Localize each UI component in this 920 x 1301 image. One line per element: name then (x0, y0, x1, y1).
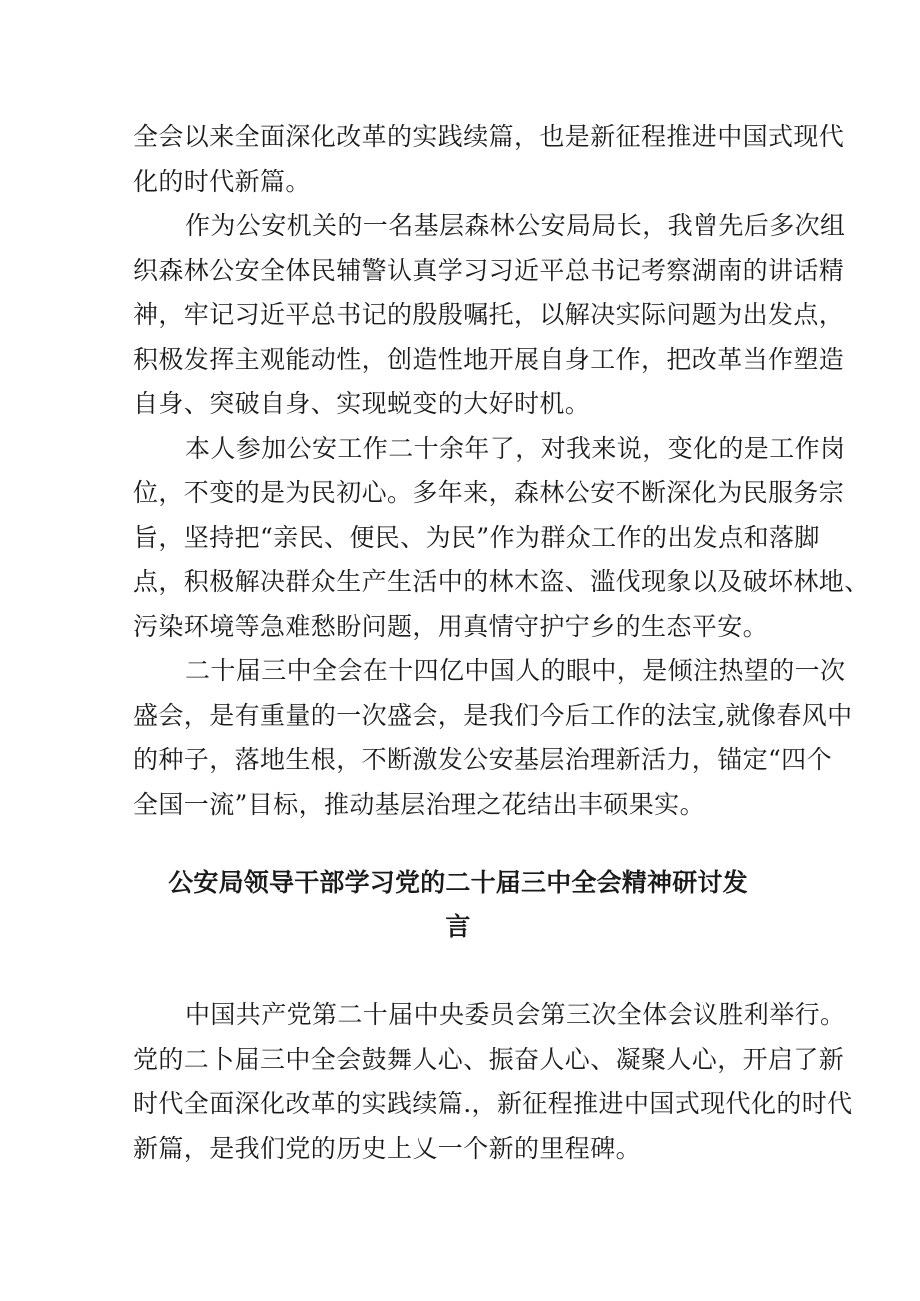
text-line: 二十届三中全会在十四亿中国人的眼中，是倾注热望的一次 (185, 656, 846, 685)
section-title-line-2: 言 (445, 912, 471, 941)
text-line: 自身、突破自身、实现蜕变的大好时机。 (133, 389, 591, 418)
text-line: 积极发挥主观能动性，创造性地开展自身工作，把改革当作塑造 (133, 344, 845, 374)
text-line: 作为公安机关的一名基层森林公安局局长，我曾先后多次组 (185, 211, 846, 240)
section-title (133, 861, 783, 949)
text-line: 全会以来全面深化改革的实践续篇，也是新征程推进中国式现代 (133, 122, 845, 151)
text-line: 点，积极解决群众生产生活中的林木盗、滥伐现象以及破坏林地、 (133, 567, 870, 596)
body-section-1 (133, 115, 870, 827)
body-section-2 (133, 993, 853, 1171)
text-line: 织森林公安全体民辅警认真学习习近平总书记考察湖南的讲话精 (133, 255, 845, 285)
text-line: 中国共产党第二十届中央委员会第三次全体会议胜利举行。 (185, 1000, 846, 1029)
text-line: 旨，坚持把“亲民、便民、为民”作为群众工作的出发点和落脚 (133, 522, 820, 552)
text-line: 全国一流”目标，推动基层治理之花结出丰硕果实。 (133, 789, 705, 819)
text-line: 神，牢记习近平总书记的殷殷嘱托，以解决实际问题为出发点， (133, 300, 845, 329)
text-line: 化的时代新篇。 (133, 166, 311, 196)
text-line: 盛会，是有重量的一次盛会，是我们今后工作的法宝,就像春风中 (133, 700, 853, 730)
text-line: 党的二卜届三中全会鼓舞人心、振奋人心、凝聚人心，开启了新 (133, 1044, 845, 1074)
text-line: 污染环境等急难愁盼问题，用真情守护宁乡的生态平安。 (133, 611, 769, 641)
text-line: 时代全面深化改革的实践续篇.，新征程推进中国式现代化的时代 (133, 1089, 853, 1118)
text-line: 新篇，是我们党的历史上乂一个新的里程碑。 (133, 1133, 642, 1163)
text-line: 的种子，落地生根，不断激发公安基层治理新活力，锚定“四个 (133, 745, 832, 774)
text-line: 位，不变的是为民初心。多年来，森林公安不断深化为民服务宗 (133, 478, 845, 507)
section-title-line-1: 公安局领导干部学习党的二十届三中全会精神研讨发 (168, 868, 748, 897)
text-line: 本人参加公安工作二十余年了，对我来说，变化的是工作岗 (185, 433, 846, 463)
